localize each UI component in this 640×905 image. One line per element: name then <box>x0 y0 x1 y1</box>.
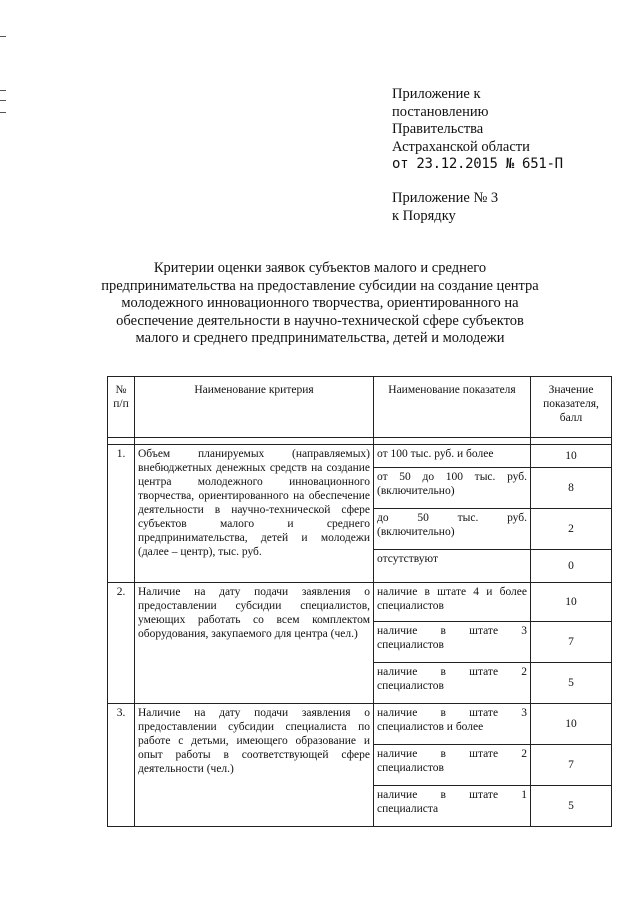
scan-mark <box>0 112 6 113</box>
value-cell: 5 <box>531 663 612 704</box>
indicator-cell: от 50 до 100 тыс. руб. (включительно) <box>374 468 531 509</box>
indicator-cell: наличие в штате 3 специалистов <box>374 622 531 663</box>
table-header-row <box>108 377 612 438</box>
criteria-table <box>107 376 612 827</box>
table-row <box>108 583 612 622</box>
value-cell: 7 <box>531 622 612 663</box>
header-no: № п/п <box>108 377 135 438</box>
criterion-text: Наличие на дату подачи заявления о предоставлении субсидии специалистов, умеющих работать со всем комплектом оборудования, закупаемого для центра (чел.) <box>138 586 370 640</box>
indicator-cell: до 50 тыс. руб. (включительно) <box>374 509 531 550</box>
approval-reference <box>392 86 563 174</box>
value-cell: 10 <box>531 704 612 745</box>
appendix-reference <box>392 190 498 225</box>
row-number: 1. <box>108 445 135 583</box>
value-cell: 8 <box>531 468 612 509</box>
indicator-cell: наличие в штате 2 специалистов <box>374 663 531 704</box>
value-cell: 0 <box>531 550 612 583</box>
value-cell: 2 <box>531 509 612 550</box>
table-row <box>108 445 612 468</box>
indicator-cell: наличие в штате 4 и более специалистов <box>374 583 531 622</box>
approval-line: Приложение к <box>392 86 481 102</box>
row-number: 3. <box>108 704 135 827</box>
approval-line: Правительства <box>392 121 484 137</box>
value-cell: 10 <box>531 445 612 468</box>
scan-mark <box>0 36 6 37</box>
scan-mark <box>0 100 6 101</box>
criterion-cell <box>135 445 374 583</box>
value-cell: 10 <box>531 583 612 622</box>
scan-mark <box>0 90 6 91</box>
header-value: Значение показателя, балл <box>531 377 612 438</box>
approval-line: Астраханской области <box>392 138 530 155</box>
value-cell: 7 <box>531 745 612 786</box>
header-indicator: Наименование показателя <box>374 377 531 438</box>
document-title: Критерии оценки заявок субъектов малого и среднего предпринимательства на предоставление субсидии на создание центра молодежного инновационного творчества, ориентированного на обеспечение деятельности в научно-технической сфере субъектов малого и среднего предпринимательства, детей и молодежи <box>101 260 539 346</box>
criterion-text: Объем планируемых (направляемых) внебюджетных денежных средств на создание центра молодежного инновационного творчества, ориентированного на обеспечение деятельности в научно-технической сфере субъектов малого и среднего предпринимательства, детей и молодежи (далее – центр), тыс. руб. <box>138 448 370 558</box>
table-gap-row <box>108 438 612 445</box>
indicator-cell: наличие в штате 1 специалиста <box>374 786 531 827</box>
value-cell: 5 <box>531 786 612 827</box>
indicator-cell: наличие в штате 2 специалистов <box>374 745 531 786</box>
indicator-cell: от 100 тыс. руб. и более <box>374 445 531 468</box>
criterion-cell <box>135 704 374 827</box>
approval-date: от 23.12.2015 № 651-П <box>392 156 563 172</box>
indicator-cell: наличие в штате 3 специалистов и более <box>374 704 531 745</box>
appendix-target: к Порядку <box>392 207 456 224</box>
appendix-number: Приложение № 3 <box>392 190 499 206</box>
table-row <box>108 704 612 745</box>
row-number: 2. <box>108 583 135 704</box>
indicator-cell: отсутствуют <box>374 550 531 583</box>
header-criterion: Наименование критерия <box>135 377 374 438</box>
criterion-cell <box>135 583 374 704</box>
criterion-text: Наличие на дату подачи заявления о предоставлении субсидии специалиста по работе с детьми, имеющего образование и опыт работы в соответствующей сфере деятельности (чел.) <box>138 707 370 775</box>
approval-line: постановлению <box>392 103 489 120</box>
